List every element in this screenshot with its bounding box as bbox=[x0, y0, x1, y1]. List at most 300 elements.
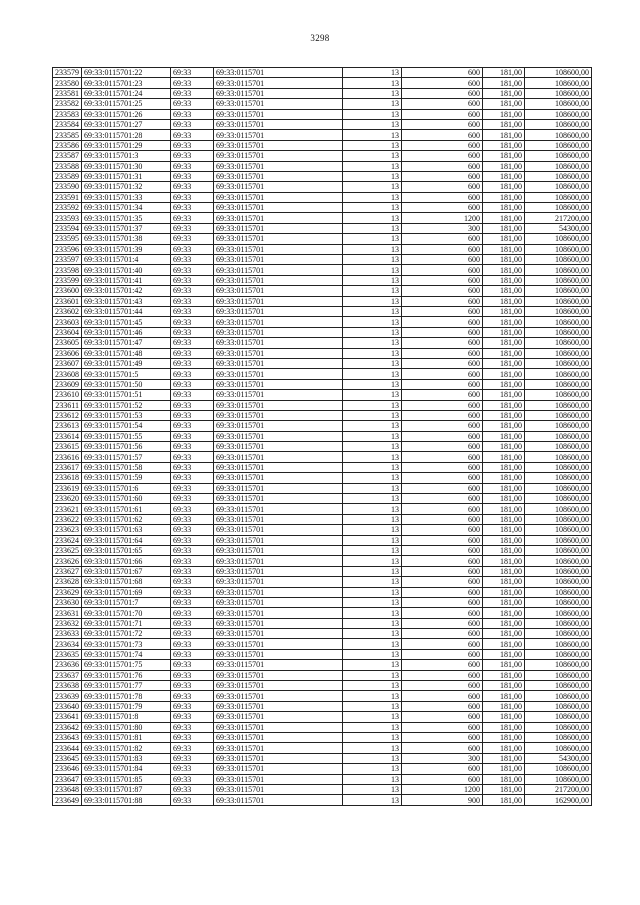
cadastral-number-cell: 69:33:0115701:42 bbox=[82, 286, 171, 296]
amount-cell: 108600,00 bbox=[525, 764, 592, 774]
area-cell: 600 bbox=[402, 712, 483, 722]
table-row bbox=[53, 171, 592, 181]
amount-cell: 108600,00 bbox=[525, 722, 592, 732]
table-row bbox=[53, 774, 592, 784]
area-cell: 600 bbox=[402, 577, 483, 587]
row-id-cell: 233602 bbox=[53, 306, 82, 316]
cadastral-number-cell: 69:33:0115701:8 bbox=[82, 712, 171, 722]
area-cell: 600 bbox=[402, 473, 483, 483]
quarter-code-cell: 69:33:0115701 bbox=[214, 78, 343, 88]
amount-cell: 108600,00 bbox=[525, 504, 592, 514]
rate-cell: 181,00 bbox=[483, 275, 525, 285]
quarter-code-cell: 69:33:0115701 bbox=[214, 462, 343, 472]
table-row bbox=[53, 390, 592, 400]
cadastral-number-cell: 69:33:0115701:43 bbox=[82, 296, 171, 306]
category-code-cell: 13 bbox=[343, 421, 402, 431]
row-id-cell: 233637 bbox=[53, 670, 82, 680]
rate-cell: 181,00 bbox=[483, 774, 525, 784]
category-code-cell: 13 bbox=[343, 795, 402, 805]
table-row bbox=[53, 545, 592, 555]
cadastral-number-cell: 69:33:0115701:85 bbox=[82, 774, 171, 784]
rate-cell: 181,00 bbox=[483, 701, 525, 711]
quarter-code-cell: 69:33:0115701 bbox=[214, 410, 343, 420]
amount-cell: 108600,00 bbox=[525, 151, 592, 161]
quarter-code-cell: 69:33:0115701 bbox=[214, 784, 343, 794]
category-code-cell: 13 bbox=[343, 213, 402, 223]
table-row bbox=[53, 712, 592, 722]
quarter-code-cell: 69:33:0115701 bbox=[214, 296, 343, 306]
table-row bbox=[53, 68, 592, 78]
district-code-cell: 69:33 bbox=[171, 701, 214, 711]
category-code-cell: 13 bbox=[343, 660, 402, 670]
row-id-cell: 233621 bbox=[53, 504, 82, 514]
category-code-cell: 13 bbox=[343, 109, 402, 119]
table-row bbox=[53, 317, 592, 327]
district-code-cell: 69:33 bbox=[171, 733, 214, 743]
quarter-code-cell: 69:33:0115701 bbox=[214, 494, 343, 504]
area-cell: 600 bbox=[402, 545, 483, 555]
category-code-cell: 13 bbox=[343, 764, 402, 774]
table-row bbox=[53, 743, 592, 753]
amount-cell: 108600,00 bbox=[525, 691, 592, 701]
amount-cell: 108600,00 bbox=[525, 286, 592, 296]
table-row bbox=[53, 681, 592, 691]
row-id-cell: 233613 bbox=[53, 421, 82, 431]
district-code-cell: 69:33 bbox=[171, 514, 214, 524]
district-code-cell: 69:33 bbox=[171, 109, 214, 119]
cadastral-number-cell: 69:33:0115701:88 bbox=[82, 795, 171, 805]
amount-cell: 108600,00 bbox=[525, 545, 592, 555]
cadastral-number-cell: 69:33:0115701:70 bbox=[82, 608, 171, 618]
rate-cell: 181,00 bbox=[483, 733, 525, 743]
category-code-cell: 13 bbox=[343, 473, 402, 483]
district-code-cell: 69:33 bbox=[171, 338, 214, 348]
table-row bbox=[53, 691, 592, 701]
table-row bbox=[53, 151, 592, 161]
table-row bbox=[53, 203, 592, 213]
rate-cell: 181,00 bbox=[483, 639, 525, 649]
amount-cell: 108600,00 bbox=[525, 130, 592, 140]
rate-cell: 181,00 bbox=[483, 130, 525, 140]
amount-cell: 108600,00 bbox=[525, 369, 592, 379]
table-row bbox=[53, 514, 592, 524]
cadastral-number-cell: 69:33:0115701:34 bbox=[82, 203, 171, 213]
district-code-cell: 69:33 bbox=[171, 421, 214, 431]
area-cell: 600 bbox=[402, 774, 483, 784]
cadastral-number-cell: 69:33:0115701:66 bbox=[82, 556, 171, 566]
district-code-cell: 69:33 bbox=[171, 265, 214, 275]
row-id-cell: 233636 bbox=[53, 660, 82, 670]
amount-cell: 108600,00 bbox=[525, 566, 592, 576]
quarter-code-cell: 69:33:0115701 bbox=[214, 545, 343, 555]
row-id-cell: 233625 bbox=[53, 545, 82, 555]
row-id-cell: 233589 bbox=[53, 171, 82, 181]
category-code-cell: 13 bbox=[343, 618, 402, 628]
area-cell: 600 bbox=[402, 265, 483, 275]
rate-cell: 181,00 bbox=[483, 795, 525, 805]
row-id-cell: 233630 bbox=[53, 597, 82, 607]
category-code-cell: 13 bbox=[343, 566, 402, 576]
amount-cell: 108600,00 bbox=[525, 358, 592, 368]
row-id-cell: 233610 bbox=[53, 390, 82, 400]
cadastral-number-cell: 69:33:0115701:45 bbox=[82, 317, 171, 327]
district-code-cell: 69:33 bbox=[171, 379, 214, 389]
table-row bbox=[53, 566, 592, 576]
cadastral-number-cell: 69:33:0115701:35 bbox=[82, 213, 171, 223]
amount-cell: 108600,00 bbox=[525, 265, 592, 275]
quarter-code-cell: 69:33:0115701 bbox=[214, 764, 343, 774]
table-row bbox=[53, 639, 592, 649]
cadastral-number-cell: 69:33:0115701:61 bbox=[82, 504, 171, 514]
amount-cell: 108600,00 bbox=[525, 431, 592, 441]
amount-cell: 108600,00 bbox=[525, 400, 592, 410]
district-code-cell: 69:33 bbox=[171, 722, 214, 732]
row-id-cell: 233616 bbox=[53, 452, 82, 462]
area-cell: 600 bbox=[402, 140, 483, 150]
amount-cell: 108600,00 bbox=[525, 681, 592, 691]
table-row bbox=[53, 88, 592, 98]
row-id-cell: 233591 bbox=[53, 192, 82, 202]
row-id-cell: 233596 bbox=[53, 244, 82, 254]
category-code-cell: 13 bbox=[343, 348, 402, 358]
district-code-cell: 69:33 bbox=[171, 743, 214, 753]
amount-cell: 108600,00 bbox=[525, 701, 592, 711]
table-row bbox=[53, 306, 592, 316]
category-code-cell: 13 bbox=[343, 68, 402, 78]
cadastral-number-cell: 69:33:0115701:24 bbox=[82, 88, 171, 98]
category-code-cell: 13 bbox=[343, 545, 402, 555]
row-id-cell: 233585 bbox=[53, 130, 82, 140]
cadastral-number-cell: 69:33:0115701:56 bbox=[82, 442, 171, 452]
quarter-code-cell: 69:33:0115701 bbox=[214, 234, 343, 244]
category-code-cell: 13 bbox=[343, 286, 402, 296]
cadastral-number-cell: 69:33:0115701:48 bbox=[82, 348, 171, 358]
amount-cell: 108600,00 bbox=[525, 379, 592, 389]
quarter-code-cell: 69:33:0115701 bbox=[214, 369, 343, 379]
quarter-code-cell: 69:33:0115701 bbox=[214, 681, 343, 691]
amount-cell: 108600,00 bbox=[525, 255, 592, 265]
district-code-cell: 69:33 bbox=[171, 296, 214, 306]
district-code-cell: 69:33 bbox=[171, 618, 214, 628]
area-cell: 600 bbox=[402, 670, 483, 680]
table-row bbox=[53, 421, 592, 431]
cadastral-number-cell: 69:33:0115701:32 bbox=[82, 182, 171, 192]
rate-cell: 181,00 bbox=[483, 691, 525, 701]
category-code-cell: 13 bbox=[343, 587, 402, 597]
amount-cell: 108600,00 bbox=[525, 743, 592, 753]
quarter-code-cell: 69:33:0115701 bbox=[214, 670, 343, 680]
area-cell: 600 bbox=[402, 504, 483, 514]
table-row bbox=[53, 618, 592, 628]
row-id-cell: 233601 bbox=[53, 296, 82, 306]
cadastral-number-cell: 69:33:0115701:7 bbox=[82, 597, 171, 607]
area-cell: 600 bbox=[402, 296, 483, 306]
category-code-cell: 13 bbox=[343, 649, 402, 659]
row-id-cell: 233626 bbox=[53, 556, 82, 566]
rate-cell: 181,00 bbox=[483, 442, 525, 452]
category-code-cell: 13 bbox=[343, 99, 402, 109]
area-cell: 600 bbox=[402, 566, 483, 576]
area-cell: 600 bbox=[402, 161, 483, 171]
table-row bbox=[53, 608, 592, 618]
rate-cell: 181,00 bbox=[483, 78, 525, 88]
cadastral-number-cell: 69:33:0115701:84 bbox=[82, 764, 171, 774]
cadastral-number-cell: 69:33:0115701:65 bbox=[82, 545, 171, 555]
row-id-cell: 233582 bbox=[53, 99, 82, 109]
quarter-code-cell: 69:33:0115701 bbox=[214, 88, 343, 98]
quarter-code-cell: 69:33:0115701 bbox=[214, 99, 343, 109]
district-code-cell: 69:33 bbox=[171, 358, 214, 368]
rate-cell: 181,00 bbox=[483, 597, 525, 607]
table-row bbox=[53, 504, 592, 514]
quarter-code-cell: 69:33:0115701 bbox=[214, 660, 343, 670]
row-id-cell: 233646 bbox=[53, 764, 82, 774]
quarter-code-cell: 69:33:0115701 bbox=[214, 223, 343, 233]
row-id-cell: 233648 bbox=[53, 784, 82, 794]
amount-cell: 108600,00 bbox=[525, 494, 592, 504]
amount-cell: 108600,00 bbox=[525, 639, 592, 649]
table-row bbox=[53, 733, 592, 743]
table-row bbox=[53, 494, 592, 504]
district-code-cell: 69:33 bbox=[171, 327, 214, 337]
area-cell: 600 bbox=[402, 639, 483, 649]
cadastral-number-cell: 69:33:0115701:52 bbox=[82, 400, 171, 410]
row-id-cell: 233623 bbox=[53, 525, 82, 535]
quarter-code-cell: 69:33:0115701 bbox=[214, 504, 343, 514]
rate-cell: 181,00 bbox=[483, 608, 525, 618]
amount-cell: 108600,00 bbox=[525, 182, 592, 192]
quarter-code-cell: 69:33:0115701 bbox=[214, 213, 343, 223]
category-code-cell: 13 bbox=[343, 379, 402, 389]
cadastral-number-cell: 69:33:0115701:68 bbox=[82, 577, 171, 587]
rate-cell: 181,00 bbox=[483, 296, 525, 306]
row-id-cell: 233593 bbox=[53, 213, 82, 223]
rate-cell: 181,00 bbox=[483, 203, 525, 213]
area-cell: 600 bbox=[402, 733, 483, 743]
table-row bbox=[53, 442, 592, 452]
cadastral-number-cell: 69:33:0115701:80 bbox=[82, 722, 171, 732]
amount-cell: 217200,00 bbox=[525, 213, 592, 223]
district-code-cell: 69:33 bbox=[171, 795, 214, 805]
row-id-cell: 233614 bbox=[53, 431, 82, 441]
category-code-cell: 13 bbox=[343, 275, 402, 285]
row-id-cell: 233598 bbox=[53, 265, 82, 275]
rate-cell: 181,00 bbox=[483, 171, 525, 181]
cadastral-number-cell: 69:33:0115701:83 bbox=[82, 753, 171, 763]
land-parcel-table bbox=[52, 67, 592, 806]
district-code-cell: 69:33 bbox=[171, 192, 214, 202]
amount-cell: 108600,00 bbox=[525, 618, 592, 628]
amount-cell: 108600,00 bbox=[525, 244, 592, 254]
table-row bbox=[53, 795, 592, 805]
quarter-code-cell: 69:33:0115701 bbox=[214, 535, 343, 545]
row-id-cell: 233587 bbox=[53, 151, 82, 161]
quarter-code-cell: 69:33:0115701 bbox=[214, 400, 343, 410]
rate-cell: 181,00 bbox=[483, 618, 525, 628]
area-cell: 600 bbox=[402, 452, 483, 462]
row-id-cell: 233617 bbox=[53, 462, 82, 472]
cadastral-number-cell: 69:33:0115701:69 bbox=[82, 587, 171, 597]
rate-cell: 181,00 bbox=[483, 140, 525, 150]
row-id-cell: 233607 bbox=[53, 358, 82, 368]
quarter-code-cell: 69:33:0115701 bbox=[214, 691, 343, 701]
quarter-code-cell: 69:33:0115701 bbox=[214, 442, 343, 452]
amount-cell: 54300,00 bbox=[525, 223, 592, 233]
category-code-cell: 13 bbox=[343, 712, 402, 722]
rate-cell: 181,00 bbox=[483, 255, 525, 265]
district-code-cell: 69:33 bbox=[171, 255, 214, 265]
quarter-code-cell: 69:33:0115701 bbox=[214, 608, 343, 618]
district-code-cell: 69:33 bbox=[171, 452, 214, 462]
row-id-cell: 233620 bbox=[53, 494, 82, 504]
district-code-cell: 69:33 bbox=[171, 306, 214, 316]
rate-cell: 181,00 bbox=[483, 431, 525, 441]
row-id-cell: 233612 bbox=[53, 410, 82, 420]
district-code-cell: 69:33 bbox=[171, 597, 214, 607]
category-code-cell: 13 bbox=[343, 400, 402, 410]
district-code-cell: 69:33 bbox=[171, 712, 214, 722]
rate-cell: 181,00 bbox=[483, 348, 525, 358]
area-cell: 600 bbox=[402, 442, 483, 452]
category-code-cell: 13 bbox=[343, 171, 402, 181]
row-id-cell: 233608 bbox=[53, 369, 82, 379]
rate-cell: 181,00 bbox=[483, 306, 525, 316]
area-cell: 900 bbox=[402, 795, 483, 805]
category-code-cell: 13 bbox=[343, 733, 402, 743]
cadastral-number-cell: 69:33:0115701:87 bbox=[82, 784, 171, 794]
area-cell: 600 bbox=[402, 410, 483, 420]
area-cell: 600 bbox=[402, 618, 483, 628]
area-cell: 600 bbox=[402, 119, 483, 129]
cadastral-number-cell: 69:33:0115701:47 bbox=[82, 338, 171, 348]
category-code-cell: 13 bbox=[343, 390, 402, 400]
quarter-code-cell: 69:33:0115701 bbox=[214, 130, 343, 140]
table-row bbox=[53, 784, 592, 794]
cadastral-number-cell: 69:33:0115701:37 bbox=[82, 223, 171, 233]
area-cell: 600 bbox=[402, 88, 483, 98]
area-cell: 600 bbox=[402, 525, 483, 535]
area-cell: 600 bbox=[402, 722, 483, 732]
area-cell: 600 bbox=[402, 535, 483, 545]
rate-cell: 181,00 bbox=[483, 629, 525, 639]
quarter-code-cell: 69:33:0115701 bbox=[214, 140, 343, 150]
rate-cell: 181,00 bbox=[483, 753, 525, 763]
table-row bbox=[53, 78, 592, 88]
quarter-code-cell: 69:33:0115701 bbox=[214, 743, 343, 753]
category-code-cell: 13 bbox=[343, 577, 402, 587]
quarter-code-cell: 69:33:0115701 bbox=[214, 774, 343, 784]
row-id-cell: 233603 bbox=[53, 317, 82, 327]
category-code-cell: 13 bbox=[343, 327, 402, 337]
district-code-cell: 69:33 bbox=[171, 670, 214, 680]
district-code-cell: 69:33 bbox=[171, 234, 214, 244]
category-code-cell: 13 bbox=[343, 525, 402, 535]
table-row bbox=[53, 556, 592, 566]
cadastral-number-cell: 69:33:0115701:72 bbox=[82, 629, 171, 639]
rate-cell: 181,00 bbox=[483, 556, 525, 566]
district-code-cell: 69:33 bbox=[171, 182, 214, 192]
table-row bbox=[53, 119, 592, 129]
table-row bbox=[53, 140, 592, 150]
amount-cell: 108600,00 bbox=[525, 140, 592, 150]
row-id-cell: 233592 bbox=[53, 203, 82, 213]
category-code-cell: 13 bbox=[343, 88, 402, 98]
quarter-code-cell: 69:33:0115701 bbox=[214, 587, 343, 597]
cadastral-number-cell: 69:33:0115701:59 bbox=[82, 473, 171, 483]
amount-cell: 108600,00 bbox=[525, 452, 592, 462]
amount-cell: 108600,00 bbox=[525, 462, 592, 472]
area-cell: 600 bbox=[402, 192, 483, 202]
quarter-code-cell: 69:33:0115701 bbox=[214, 431, 343, 441]
cadastral-number-cell: 69:33:0115701:44 bbox=[82, 306, 171, 316]
category-code-cell: 13 bbox=[343, 701, 402, 711]
row-id-cell: 233645 bbox=[53, 753, 82, 763]
cadastral-number-cell: 69:33:0115701:62 bbox=[82, 514, 171, 524]
district-code-cell: 69:33 bbox=[171, 213, 214, 223]
quarter-code-cell: 69:33:0115701 bbox=[214, 556, 343, 566]
amount-cell: 108600,00 bbox=[525, 597, 592, 607]
quarter-code-cell: 69:33:0115701 bbox=[214, 597, 343, 607]
rate-cell: 181,00 bbox=[483, 265, 525, 275]
district-code-cell: 69:33 bbox=[171, 660, 214, 670]
category-code-cell: 13 bbox=[343, 234, 402, 244]
area-cell: 600 bbox=[402, 255, 483, 265]
quarter-code-cell: 69:33:0115701 bbox=[214, 244, 343, 254]
rate-cell: 181,00 bbox=[483, 192, 525, 202]
area-cell: 600 bbox=[402, 587, 483, 597]
area-cell: 600 bbox=[402, 130, 483, 140]
amount-cell: 108600,00 bbox=[525, 192, 592, 202]
area-cell: 600 bbox=[402, 629, 483, 639]
quarter-code-cell: 69:33:0115701 bbox=[214, 629, 343, 639]
row-id-cell: 233606 bbox=[53, 348, 82, 358]
table-row bbox=[53, 577, 592, 587]
cadastral-number-cell: 69:33:0115701:30 bbox=[82, 161, 171, 171]
amount-cell: 108600,00 bbox=[525, 712, 592, 722]
amount-cell: 108600,00 bbox=[525, 338, 592, 348]
table-row bbox=[53, 649, 592, 659]
rate-cell: 181,00 bbox=[483, 712, 525, 722]
area-cell: 600 bbox=[402, 275, 483, 285]
district-code-cell: 69:33 bbox=[171, 442, 214, 452]
category-code-cell: 13 bbox=[343, 743, 402, 753]
amount-cell: 108600,00 bbox=[525, 535, 592, 545]
cadastral-number-cell: 69:33:0115701:60 bbox=[82, 494, 171, 504]
row-id-cell: 233588 bbox=[53, 161, 82, 171]
amount-cell: 108600,00 bbox=[525, 296, 592, 306]
amount-cell: 108600,00 bbox=[525, 629, 592, 639]
district-code-cell: 69:33 bbox=[171, 130, 214, 140]
table-row bbox=[53, 660, 592, 670]
row-id-cell: 233633 bbox=[53, 629, 82, 639]
category-code-cell: 13 bbox=[343, 78, 402, 88]
quarter-code-cell: 69:33:0115701 bbox=[214, 338, 343, 348]
area-cell: 600 bbox=[402, 369, 483, 379]
quarter-code-cell: 69:33:0115701 bbox=[214, 452, 343, 462]
amount-cell: 108600,00 bbox=[525, 421, 592, 431]
table-row bbox=[53, 234, 592, 244]
row-id-cell: 233599 bbox=[53, 275, 82, 285]
area-cell: 600 bbox=[402, 379, 483, 389]
category-code-cell: 13 bbox=[343, 317, 402, 327]
area-cell: 600 bbox=[402, 649, 483, 659]
amount-cell: 108600,00 bbox=[525, 317, 592, 327]
row-id-cell: 233604 bbox=[53, 327, 82, 337]
amount-cell: 108600,00 bbox=[525, 306, 592, 316]
amount-cell: 108600,00 bbox=[525, 410, 592, 420]
cadastral-number-cell: 69:33:0115701:64 bbox=[82, 535, 171, 545]
district-code-cell: 69:33 bbox=[171, 545, 214, 555]
